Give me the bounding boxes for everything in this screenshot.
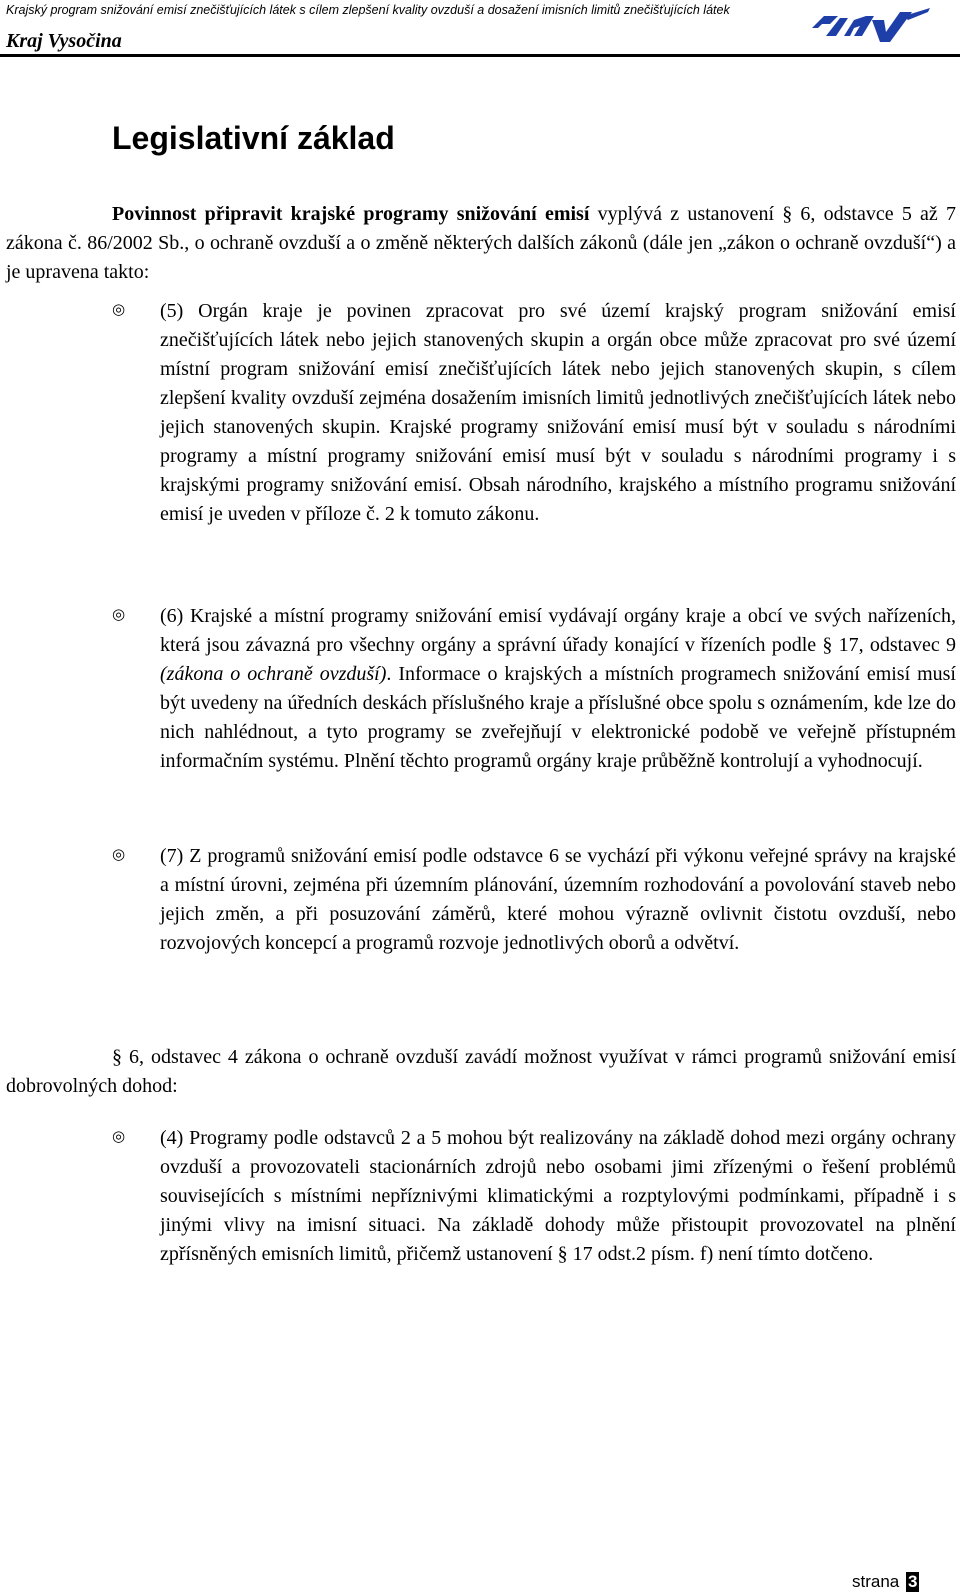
bullet-icon: ◎ bbox=[112, 845, 126, 863]
header-title: Krajský program snižování emisí znečišťujících látek s cílem zlepšení kvality ovzduší a dosažení imisních limitů znečišťujících látek bbox=[6, 3, 730, 17]
page-number-label: strana bbox=[852, 1572, 900, 1591]
intro-paragraph bbox=[6, 200, 956, 287]
bullet-icon: ◎ bbox=[112, 1127, 126, 1145]
list-item-italic: (zákona o ochraně ovzduší) bbox=[160, 663, 387, 685]
bullet-icon: ◎ bbox=[112, 300, 126, 318]
list-item-text-after: . Informace o krajských a místních programech snižování emisí musí být uvedeny na úředních deskách příslušného kraje a příslušné obce spolu s oznámením, kde lze do nich nahlédnout, a tyto programy se zveřejňují v elektronické podobě ve veřejně přístupném informačním systému. Plnění těchto programů orgány kraje průběžně kontrolují a vyhodnocují. bbox=[160, 663, 956, 772]
header-region: Kraj Vysočina bbox=[6, 30, 122, 52]
intro-text: vyplývá z ustanovení § 6, odstavce 5 až 7 zákona č. 86/2002 Sb., o ochraně ovzduší a o změně některých dalších zákonů (dále jen „zákon o ochraně ovzduší“) a je upravena takto: bbox=[6, 203, 957, 283]
second-paragraph: § 6, odstavec 4 zákona o ochraně ovzduší zavádí možnost využívat v rámci programů snižování emisí dobrovolných dohod: bbox=[6, 1046, 956, 1097]
header-rule bbox=[0, 54, 960, 57]
list-item-text: (5) Orgán kraje je povinen zpracovat pro své území krajský program snižování emisí znečišťujících látek nebo jejich stanovených skupin a orgán obce může zpracovat pro své území místní program snižování emisí znečišťujících látek nebo jejich stanovených skupin, s cílem zlepšení kvality ovzduší zejména dosažením imisních limitů jednotlivých znečišťujících látek nebo jejich stanovených skupin. Krajské programy snižování emisí musí být v souladu s národními programy a místní programy snižování emisí musí být v souladu s národními programy i s krajskými programy snižování emisí. Obsah národního, krajského a místního programu snižování emisí je uveden v příloze č. 2 k tomuto zákonu. bbox=[160, 300, 956, 525]
list-item-text bbox=[160, 602, 956, 776]
list-item-text-before: (6) Krajské a místní programy snižování emisí vydávají orgány kraje a obcí ve svých nařízeních, která jsou závazná pro všechny orgány a správní úřady konající v řízeních podle § 17, odstavec 9 bbox=[160, 605, 956, 656]
intro-bold: Povinnost připravit krajské programy snižování emisí bbox=[112, 203, 590, 225]
page-number-value: 3 bbox=[907, 1572, 918, 1591]
agency-logo-icon bbox=[808, 6, 932, 46]
page-number bbox=[852, 1572, 919, 1592]
bullet-icon: ◎ bbox=[112, 605, 126, 623]
page-title: Legislativní základ bbox=[112, 120, 395, 156]
list-item-text: (4) Programy podle odstavců 2 a 5 mohou být realizovány na základě dohod mezi orgány ochrany ovzduší a provozovateli stacionárních zdrojů nebo osobami jimi zřízenými o řešení problémů souvisejících s místními nepříznivými klimatickými a rozptylovými podmínkami, případně i s jinými vlivy na imisní situaci. Na základě dohody může přistoupit provozovatel na plnění zpřísněných emisních limitů, přičemž ustanovení § 17 odst.2 písm. f) není tímto dotčeno. bbox=[160, 1127, 956, 1265]
page-header bbox=[0, 0, 960, 58]
list-item-text: (7) Z programů snižování emisí podle odstavce 6 se vychází při výkonu veřejné správy na krajské a místní úrovni, zejména při územním plánování, územním rozhodování a povolování staveb nebo jejich změn, a při posuzování záměrů, které mohou výrazně ovlivnit čistotu ovzduší, nebo rozvojových koncepcí a programů rozvoje jednotlivých oborů a odvětví. bbox=[160, 845, 956, 954]
